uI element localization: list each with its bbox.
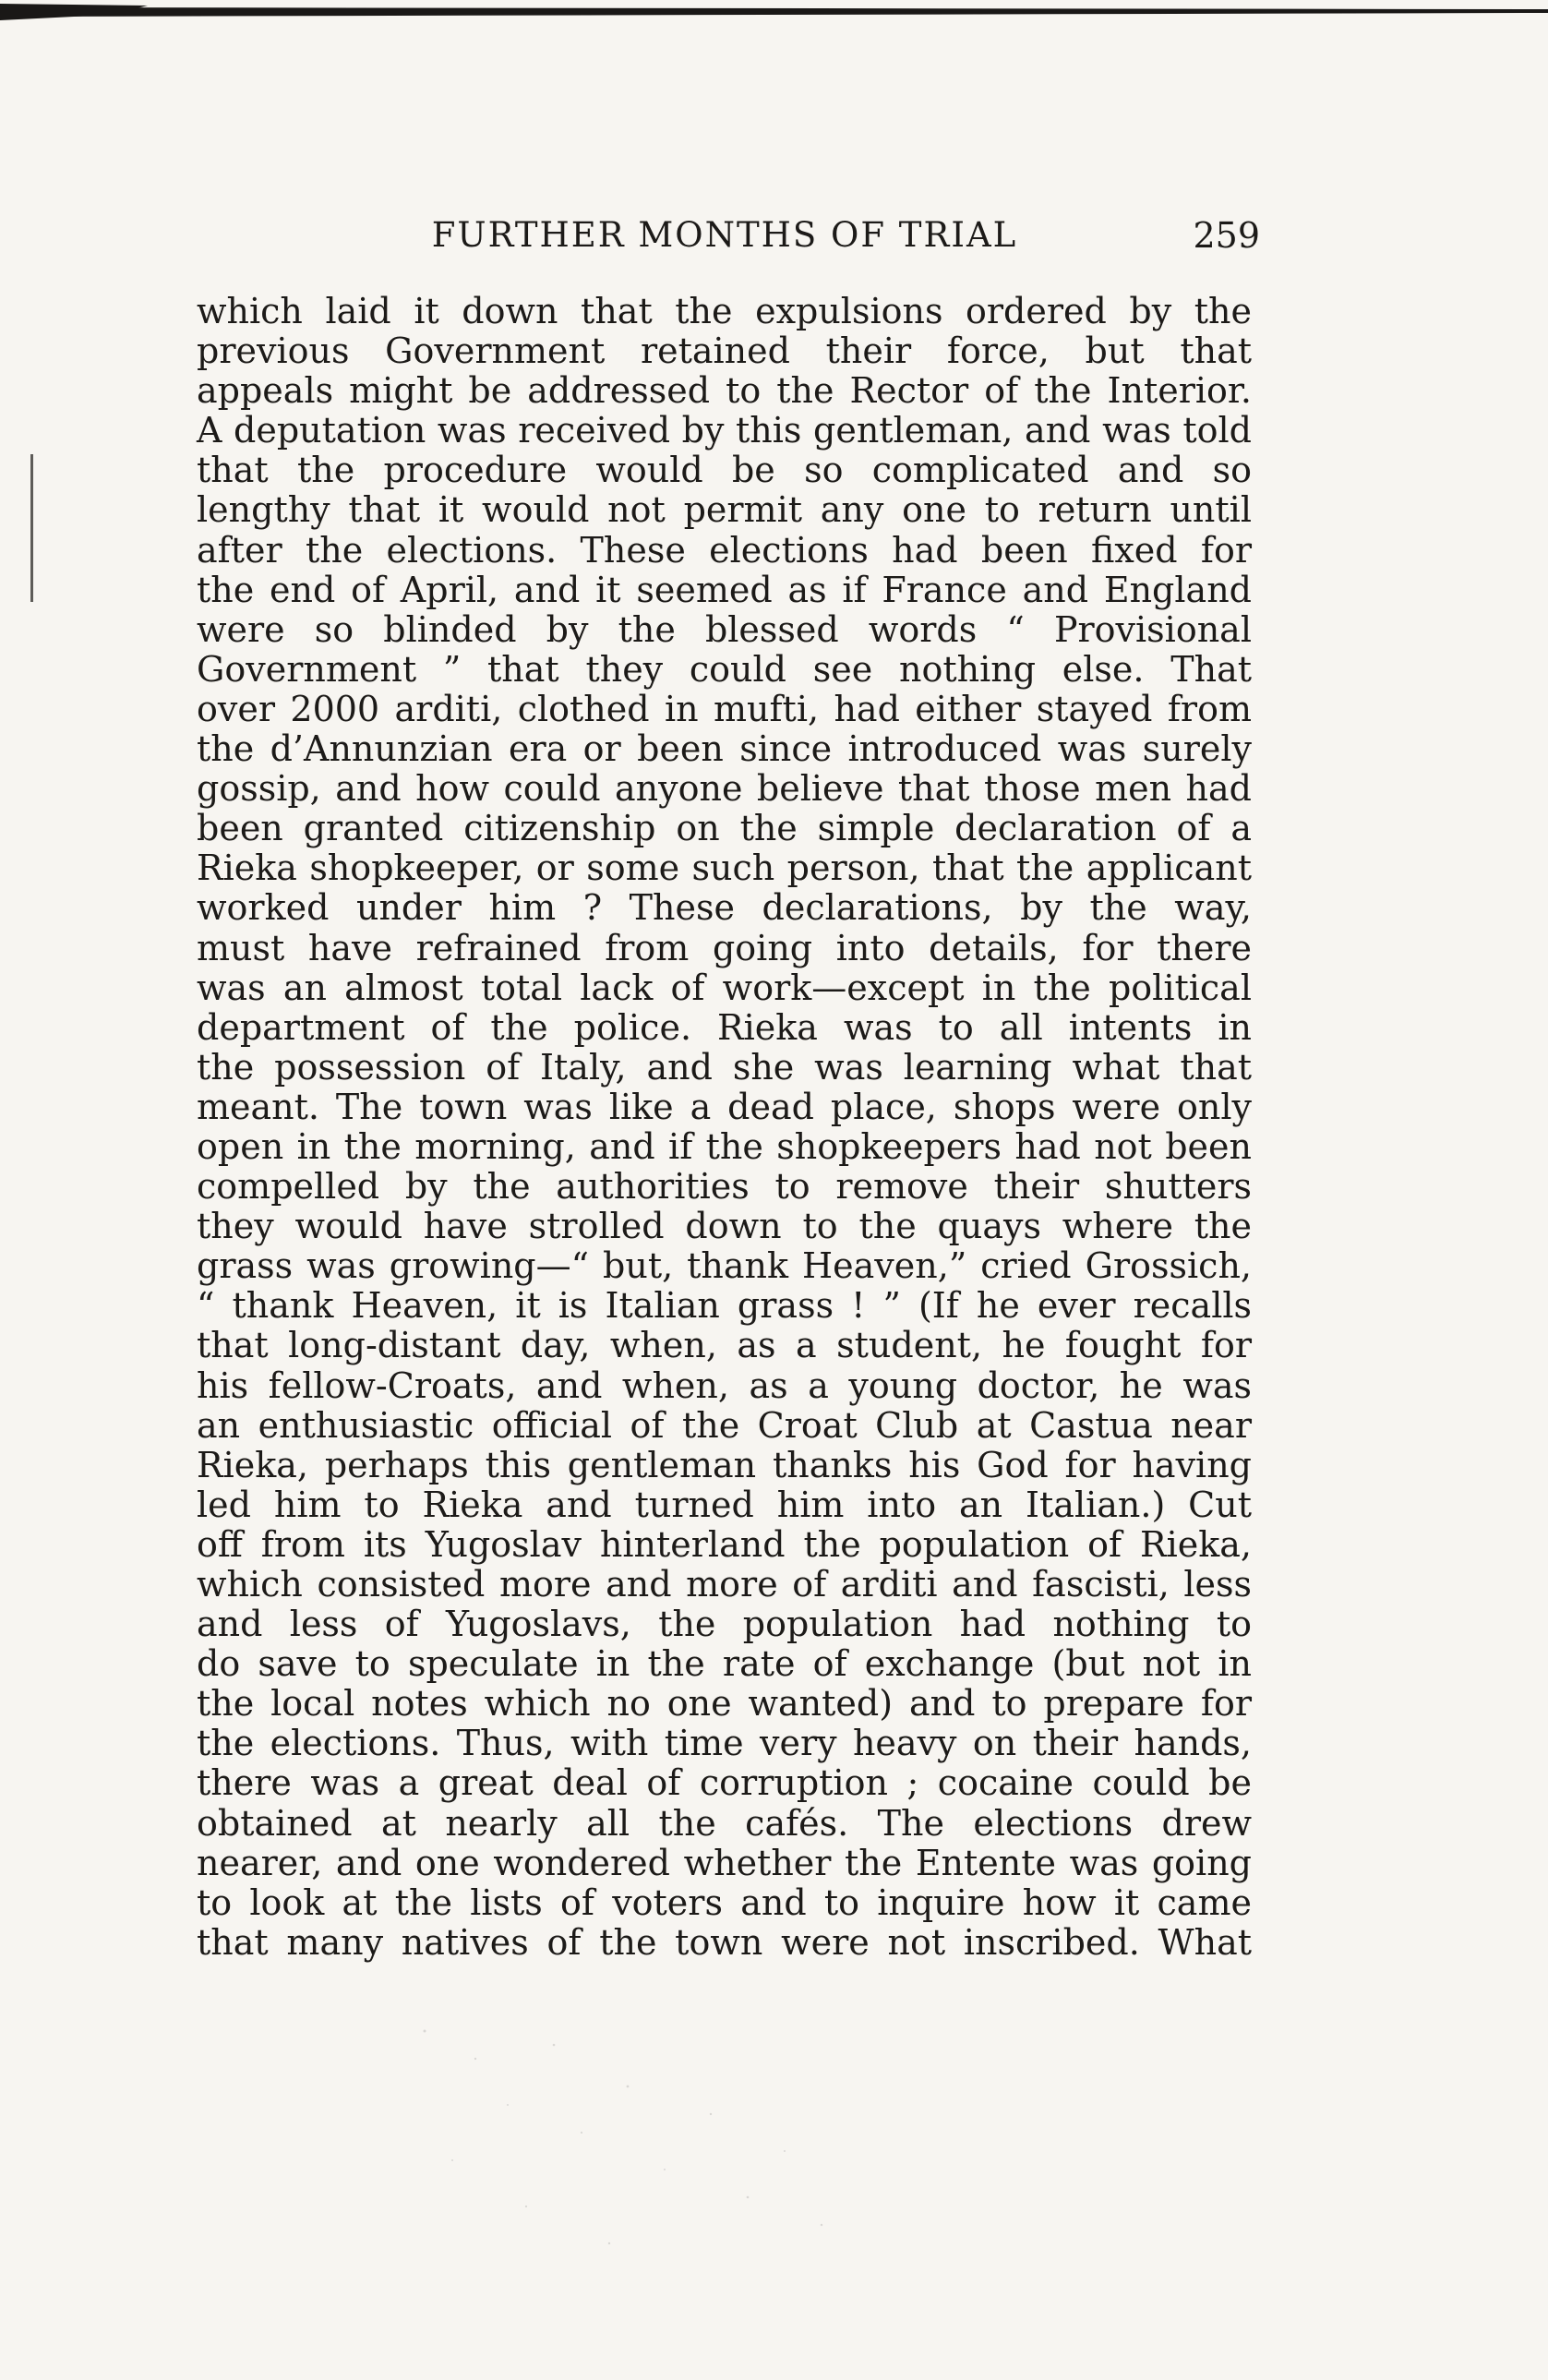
text-line: grass was growing—“ but, thank Heaven,” cried Grossich, — [197, 1245, 1252, 1287]
text-line: his fellow-Croats, and when, as a young doctor, he was — [197, 1364, 1252, 1406]
text-line: Rieka shopkeeper, or some such person, that the applicant — [197, 847, 1252, 889]
text-line: the elections. Thus, with time very heavy on their hands, — [197, 1723, 1252, 1764]
page-number: 259 — [1193, 215, 1260, 256]
text-line: led him to Rieka and turned him into an Italian.) Cut — [197, 1484, 1252, 1525]
text-line: off from its Yugoslav hinterland the population of Rieka, — [197, 1523, 1252, 1565]
text-line: worked under him ? These declarations, by the way, — [197, 887, 1252, 929]
text-line: and less of Yugoslavs, the population had nothing to — [197, 1604, 1252, 1645]
body-text — [197, 292, 1252, 1963]
text-line: was an almost total lack of work—except in the political — [197, 967, 1252, 1008]
text-line: the possession of Italy, and she was learning what that — [197, 1046, 1252, 1088]
text-line: A deputation was received by this gentleman, and was told — [197, 410, 1252, 451]
text-line: were so blinded by the blessed words “ Provisional — [197, 608, 1252, 650]
margin-pencil-mark — [30, 454, 33, 602]
text-line: nearer, and one wondered whether the Entente was going — [197, 1842, 1252, 1883]
text-line: that many natives of the town were not inscribed. What — [197, 1921, 1252, 1963]
text-line: which consisted more and more of arditi and fascisti, less — [197, 1564, 1252, 1605]
text-line: obtained at nearly all the cafés. The elections drew — [197, 1802, 1252, 1844]
text-line: “ thank Heaven, it is Italian grass ! ” (If he ever recalls — [197, 1285, 1252, 1327]
text-line: after the elections. These elections had been fixed for — [197, 529, 1252, 571]
text-line: that the procedure would be so complicated and so — [197, 450, 1252, 491]
text-line: that long-distant day, when, as a student, he fought for — [197, 1325, 1252, 1366]
text-line: department of the police. Rieka was to all intents in — [197, 1006, 1252, 1048]
text-line: previous Government retained their force, but that — [197, 331, 1252, 372]
running-title: FURTHER MONTHS OF TRIAL — [431, 215, 1018, 255]
paper-speckle — [388, 2003, 868, 2280]
running-head — [198, 213, 1260, 258]
text-line: the d’Annunzian era or been since introduced was surely — [197, 728, 1252, 770]
text-line: compelled by the authorities to remove their shutters — [197, 1166, 1252, 1208]
text-line: there was a great deal of corruption ; cocaine could be — [197, 1762, 1252, 1804]
text-line: appeals might be addressed to the Rector of the Interior. — [197, 370, 1252, 412]
text-line: Government ” that they could see nothing else. That — [197, 648, 1252, 690]
text-line: they would have strolled down to the quays where the — [197, 1206, 1252, 1247]
text-line: do save to speculate in the rate of exchange (but not in — [197, 1643, 1252, 1685]
top-edge-rule — [0, 4, 1548, 31]
text-line: open in the morning, and if the shopkeepers had not been — [197, 1125, 1252, 1167]
text-line: over 2000 arditi, clothed in mufti, had either stayed from — [197, 688, 1252, 729]
text-line: the end of April, and it seemed as if France and England — [197, 569, 1252, 610]
text-line: an enthusiastic official of the Croat Club at Castua near — [197, 1404, 1252, 1446]
text-line: meant. The town was like a dead place, shops were only — [197, 1086, 1252, 1127]
text-line: the local notes which no one wanted) and to prepare for — [197, 1683, 1252, 1725]
text-line: to look at the lists of voters and to inquire how it came — [197, 1881, 1252, 1923]
text-line: must have refrained from going into details, for there — [197, 927, 1252, 968]
text-line: gossip, and how could anyone believe that those men had — [197, 768, 1252, 810]
text-line: which laid it down that the expulsions ordered by the — [197, 291, 1252, 331]
text-line: Rieka, perhaps this gentleman thanks his God for having — [197, 1444, 1252, 1485]
text-line: lengthy that it would not permit any one to return until — [197, 489, 1252, 531]
text-line: been granted citizenship on the simple declaration of a — [197, 808, 1252, 849]
